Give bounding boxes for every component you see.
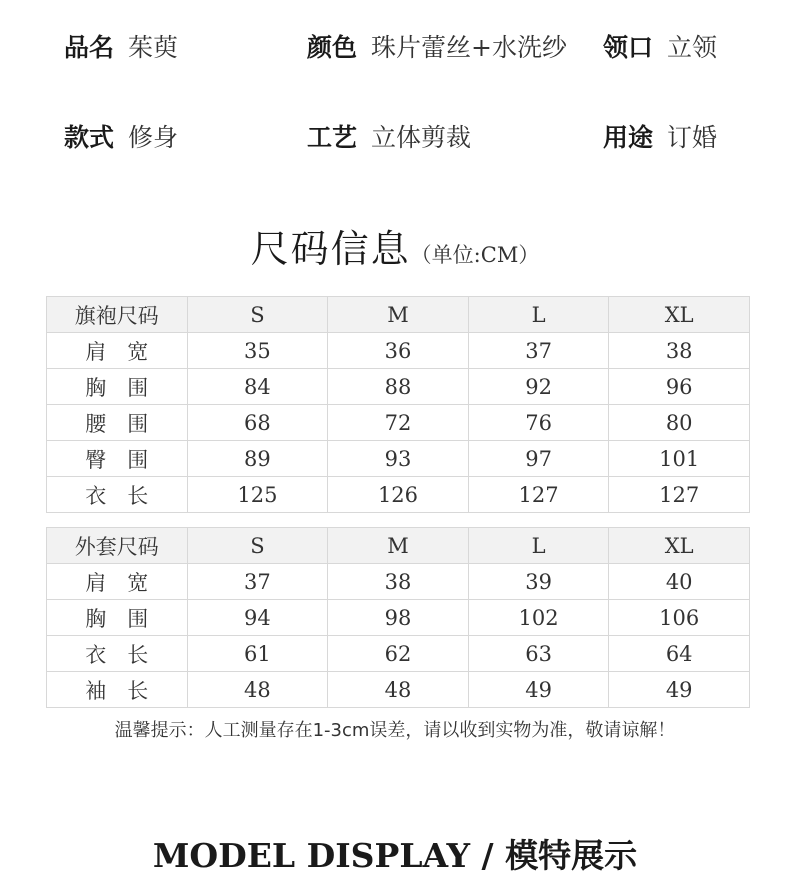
- info-item-color: [307, 28, 567, 68]
- table-cell: 88: [328, 369, 469, 405]
- table-cell: 125: [187, 477, 328, 513]
- table-cell: 37: [468, 333, 609, 369]
- table-header-row: [47, 528, 750, 564]
- table-cell: 72: [328, 405, 469, 441]
- jacket-size-table: [46, 527, 750, 708]
- info-value: 珠片蕾丝+水洗纱: [371, 33, 567, 62]
- info-row-1: [0, 28, 790, 68]
- row-label: 肩 宽: [47, 333, 188, 369]
- table-header-cell: 旗袍尺码: [47, 297, 188, 333]
- info-row-2: [0, 118, 790, 158]
- info-key: 品名: [64, 33, 115, 62]
- size-info-title-main: 尺码信息: [250, 227, 411, 271]
- table-cell: 94: [187, 600, 328, 636]
- info-value: 茱萸: [128, 33, 179, 62]
- size-info-title: [0, 218, 790, 273]
- table-cell: 97: [468, 441, 609, 477]
- table-cell: 102: [468, 600, 609, 636]
- table-cell: 126: [328, 477, 469, 513]
- info-value: 订婚: [667, 123, 718, 152]
- measurement-note: 温馨提示：人工测量存在1-3cm误差，请以收到实物为准，敬请谅解！: [114, 720, 676, 741]
- qipao-size-table: [46, 296, 750, 513]
- table-header-row: [47, 297, 750, 333]
- info-item-style: [64, 118, 178, 158]
- table-cell: 92: [468, 369, 609, 405]
- info-item-name: [64, 28, 178, 68]
- info-key: 颜色: [307, 33, 358, 62]
- table-cell: 98: [328, 600, 469, 636]
- table-cell: 64: [609, 636, 750, 672]
- row-label: 胸 围: [47, 369, 188, 405]
- table-cell: 84: [187, 369, 328, 405]
- table-row: [47, 672, 750, 708]
- info-item-craft: [307, 118, 471, 158]
- info-value: 修身: [128, 123, 179, 152]
- table-cell: 49: [609, 672, 750, 708]
- table-row: [47, 441, 750, 477]
- table-row: [47, 369, 750, 405]
- size-info-title-unit: （单位:CM）: [410, 243, 540, 267]
- table-header-cell: L: [468, 528, 609, 564]
- table-row: [47, 405, 750, 441]
- table-cell: 61: [187, 636, 328, 672]
- info-key: 工艺: [307, 123, 358, 152]
- table-header-cell: S: [187, 297, 328, 333]
- info-key: 领口: [603, 33, 654, 62]
- table-cell: 38: [609, 333, 750, 369]
- table-cell: 80: [609, 405, 750, 441]
- table-header-cell: 外套尺码: [47, 528, 188, 564]
- row-label: 胸 围: [47, 600, 188, 636]
- table-row: [47, 636, 750, 672]
- table-cell: 49: [468, 672, 609, 708]
- table-row: [47, 477, 750, 513]
- table-cell: 68: [187, 405, 328, 441]
- info-key: 用途: [603, 123, 654, 152]
- table-cell: 39: [468, 564, 609, 600]
- table-cell: 48: [328, 672, 469, 708]
- row-label: 衣 长: [47, 636, 188, 672]
- table-cell: 63: [468, 636, 609, 672]
- table-cell: 96: [609, 369, 750, 405]
- table-header-cell: M: [328, 528, 469, 564]
- table-cell: 38: [328, 564, 469, 600]
- table-cell: 127: [609, 477, 750, 513]
- table-cell: 106: [609, 600, 750, 636]
- table-header-cell: L: [468, 297, 609, 333]
- model-display-heading: MODEL DISPLAY / 模特展示: [152, 836, 638, 875]
- table-cell: 37: [187, 564, 328, 600]
- table-cell: 35: [187, 333, 328, 369]
- info-item-collar: [603, 28, 717, 68]
- table-cell: 62: [328, 636, 469, 672]
- table-row: [47, 600, 750, 636]
- info-item-usage: [603, 118, 717, 158]
- table-header-cell: XL: [609, 297, 750, 333]
- row-label: 肩 宽: [47, 564, 188, 600]
- table-cell: 40: [609, 564, 750, 600]
- table-cell: 76: [468, 405, 609, 441]
- table-cell: 36: [328, 333, 469, 369]
- info-key: 款式: [64, 123, 115, 152]
- row-label: 腰 围: [47, 405, 188, 441]
- row-label: 袖 长: [47, 672, 188, 708]
- table-row: [47, 564, 750, 600]
- row-label: 臀 围: [47, 441, 188, 477]
- table-row: [47, 333, 750, 369]
- table-cell: 101: [609, 441, 750, 477]
- table-cell: 93: [328, 441, 469, 477]
- row-label: 衣 长: [47, 477, 188, 513]
- table-cell: 48: [187, 672, 328, 708]
- table-cell: 89: [187, 441, 328, 477]
- table-cell: 127: [468, 477, 609, 513]
- info-value: 立体剪裁: [371, 123, 472, 152]
- table-header-cell: S: [187, 528, 328, 564]
- table-header-cell: XL: [609, 528, 750, 564]
- info-value: 立领: [667, 33, 718, 62]
- table-header-cell: M: [328, 297, 469, 333]
